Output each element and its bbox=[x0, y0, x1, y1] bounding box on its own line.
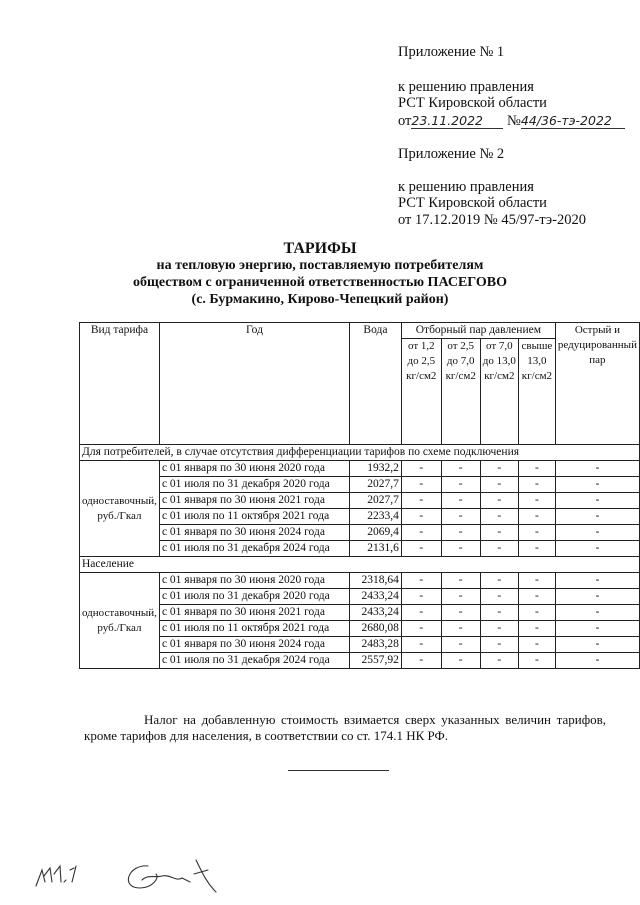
table-cell-dash: - bbox=[518, 605, 555, 621]
table-cell-water: 2557,92 bbox=[350, 653, 402, 669]
table-cell-dash: - bbox=[518, 541, 555, 557]
table-cell-water: 2069,4 bbox=[350, 525, 402, 541]
appendix1-line1: к решению правления bbox=[398, 79, 534, 95]
appendix1-date-handwritten: 23.11.2022 bbox=[411, 114, 503, 129]
table-cell-period: с 01 января по 30 июня 2020 года bbox=[159, 461, 349, 477]
tariffs-subtitle-2: обществом с ограниченной ответственностью ПАСЕГОВО bbox=[133, 275, 507, 290]
table-cell-dash: - bbox=[480, 589, 518, 605]
table-cell-period: с 01 июля по 11 октября 2021 года bbox=[159, 509, 349, 525]
table-cell-dash: - bbox=[480, 461, 518, 477]
table-cell-dash: - bbox=[555, 477, 639, 493]
tariff-type-label: одноставочный, руб./Гкал bbox=[80, 461, 160, 557]
col-header-steam-2: от 2,5 до 7,0 кг/см2 bbox=[441, 339, 480, 445]
table-cell-dash: - bbox=[441, 525, 480, 541]
vat-note: Налог на добавленную стоимость взимается сверх указанных величин тарифов, кроме тарифов для населения, в соответствии со ст. 174.1 НК РФ. bbox=[84, 712, 606, 743]
table-cell-dash: - bbox=[518, 573, 555, 589]
tariff-type-label: одноставочный, руб./Гкал bbox=[80, 573, 160, 669]
table-cell-dash: - bbox=[441, 589, 480, 605]
appendix2-line3: от 17.12.2019 № 45/97-тэ-2020 bbox=[398, 212, 586, 228]
table-cell-dash: - bbox=[555, 605, 639, 621]
table-cell-dash: - bbox=[480, 477, 518, 493]
table-cell-dash: - bbox=[480, 573, 518, 589]
table-cell-dash: - bbox=[401, 541, 441, 557]
table-cell-dash: - bbox=[441, 493, 480, 509]
appendix1-num-prefix: № bbox=[507, 113, 521, 129]
appendix1-date-prefix: от bbox=[398, 113, 412, 129]
table-cell-dash: - bbox=[401, 637, 441, 653]
table-cell-period: с 01 января по 30 июня 2021 года bbox=[159, 493, 349, 509]
table-cell-period: с 01 января по 30 июня 2024 года bbox=[159, 637, 349, 653]
col-header-steam-3: от 7,0 до 13,0 кг/см2 bbox=[480, 339, 518, 445]
table-cell-dash: - bbox=[555, 525, 639, 541]
table-cell-dash: - bbox=[555, 461, 639, 477]
table-cell-period: с 01 июля по 31 декабря 2024 года bbox=[159, 541, 349, 557]
table-cell-dash: - bbox=[480, 493, 518, 509]
table-cell-dash: - bbox=[441, 509, 480, 525]
appendix1-date-line bbox=[398, 113, 625, 129]
table-cell-water: 2233,4 bbox=[350, 509, 402, 525]
table-cell-dash: - bbox=[441, 653, 480, 669]
table-cell-dash: - bbox=[518, 653, 555, 669]
tariffs-title: ТАРИФЫ bbox=[283, 240, 357, 257]
tariffs-subtitle-3: (с. Бурмакино, Кирово-Чепецкий район) bbox=[191, 292, 449, 307]
table-cell-dash: - bbox=[401, 621, 441, 637]
table-cell-dash: - bbox=[441, 621, 480, 637]
table-cell-dash: - bbox=[480, 637, 518, 653]
table-cell-dash: - bbox=[401, 461, 441, 477]
table-cell-dash: - bbox=[401, 509, 441, 525]
appendix2-line2: РСТ Кировской области bbox=[398, 195, 547, 211]
appendix2-line1: к решению правления bbox=[398, 179, 534, 195]
table-cell-water: 2483,28 bbox=[350, 637, 402, 653]
col-header-steam-group: Отборный пар давлением bbox=[401, 323, 555, 339]
table-cell-dash: - bbox=[555, 589, 639, 605]
table-cell-dash: - bbox=[441, 605, 480, 621]
table-cell-period: с 01 июля по 31 декабря 2024 года bbox=[159, 653, 349, 669]
table-cell-period: с 01 января по 30 июня 2020 года bbox=[159, 573, 349, 589]
tariff-table bbox=[79, 322, 640, 669]
appendix1-number-handwritten: 44/36-тэ-2022 bbox=[521, 114, 625, 129]
col-header-water: Вода bbox=[350, 323, 402, 445]
table-cell-dash: - bbox=[518, 637, 555, 653]
table-cell-dash: - bbox=[401, 573, 441, 589]
table-cell-dash: - bbox=[480, 605, 518, 621]
table-cell-water: 2433,24 bbox=[350, 589, 402, 605]
separator-line bbox=[288, 770, 389, 771]
table-cell-water: 2680,08 bbox=[350, 621, 402, 637]
table-cell-period: с 01 июля по 31 декабря 2020 года bbox=[159, 477, 349, 493]
table-cell-dash: - bbox=[555, 653, 639, 669]
table-cell-dash: - bbox=[518, 493, 555, 509]
col-header-year: Год bbox=[159, 323, 349, 445]
table-cell-dash: - bbox=[555, 493, 639, 509]
table-cell-dash: - bbox=[401, 525, 441, 541]
table-cell-water: 2433,24 bbox=[350, 605, 402, 621]
table-cell-dash: - bbox=[480, 621, 518, 637]
table-cell-period: с 01 января по 30 июня 2024 года bbox=[159, 525, 349, 541]
table-cell-water: 2027,7 bbox=[350, 493, 402, 509]
table-cell-period: с 01 июля по 31 декабря 2020 года bbox=[159, 589, 349, 605]
table-cell-water: 1932,2 bbox=[350, 461, 402, 477]
table-cell-dash: - bbox=[555, 621, 639, 637]
table-cell-dash: - bbox=[518, 621, 555, 637]
section-header-population: Население bbox=[80, 557, 640, 573]
table-cell-water: 2131,6 bbox=[350, 541, 402, 557]
table-cell-dash: - bbox=[441, 573, 480, 589]
table-cell-dash: - bbox=[480, 525, 518, 541]
table-cell-dash: - bbox=[518, 525, 555, 541]
col-header-live-steam: Острый и редуцированный пар bbox=[555, 323, 639, 445]
table-cell-dash: - bbox=[480, 541, 518, 557]
handwritten-signature bbox=[30, 852, 250, 902]
appendix2-title: Приложение № 2 bbox=[398, 146, 505, 162]
table-cell-dash: - bbox=[518, 589, 555, 605]
table-cell-dash: - bbox=[441, 477, 480, 493]
table-cell-dash: - bbox=[555, 509, 639, 525]
table-cell-dash: - bbox=[480, 509, 518, 525]
table-cell-dash: - bbox=[480, 653, 518, 669]
table-cell-dash: - bbox=[555, 637, 639, 653]
table-cell-dash: - bbox=[441, 637, 480, 653]
table-cell-period: с 01 июля по 11 октября 2021 года bbox=[159, 621, 349, 637]
table-cell-water: 2318,64 bbox=[350, 573, 402, 589]
table-cell-dash: - bbox=[401, 605, 441, 621]
table-cell-dash: - bbox=[518, 477, 555, 493]
section-header-consumers: Для потребителей, в случае отсутствия дифференциации тарифов по схеме подключения bbox=[80, 445, 640, 461]
table-cell-dash: - bbox=[518, 461, 555, 477]
table-cell-period: с 01 января по 30 июня 2021 года bbox=[159, 605, 349, 621]
table-cell-dash: - bbox=[441, 461, 480, 477]
tariffs-subtitle-1: на тепловую энергию, поставляемую потребителям bbox=[156, 258, 484, 273]
col-header-steam-1: от 1,2 до 2,5 кг/см2 bbox=[401, 339, 441, 445]
appendix1-title: Приложение № 1 bbox=[398, 44, 505, 60]
table-cell-dash: - bbox=[555, 573, 639, 589]
table-cell-dash: - bbox=[401, 493, 441, 509]
table-cell-dash: - bbox=[401, 589, 441, 605]
col-header-type: Вид тарифа bbox=[80, 323, 160, 445]
table-cell-water: 2027,7 bbox=[350, 477, 402, 493]
col-header-steam-4: свыше 13,0 кг/см2 bbox=[518, 339, 555, 445]
table-cell-dash: - bbox=[518, 509, 555, 525]
table-cell-dash: - bbox=[441, 541, 480, 557]
appendix1-line2: РСТ Кировской области bbox=[398, 95, 547, 111]
table-cell-dash: - bbox=[401, 477, 441, 493]
table-cell-dash: - bbox=[401, 653, 441, 669]
table-cell-dash: - bbox=[555, 541, 639, 557]
